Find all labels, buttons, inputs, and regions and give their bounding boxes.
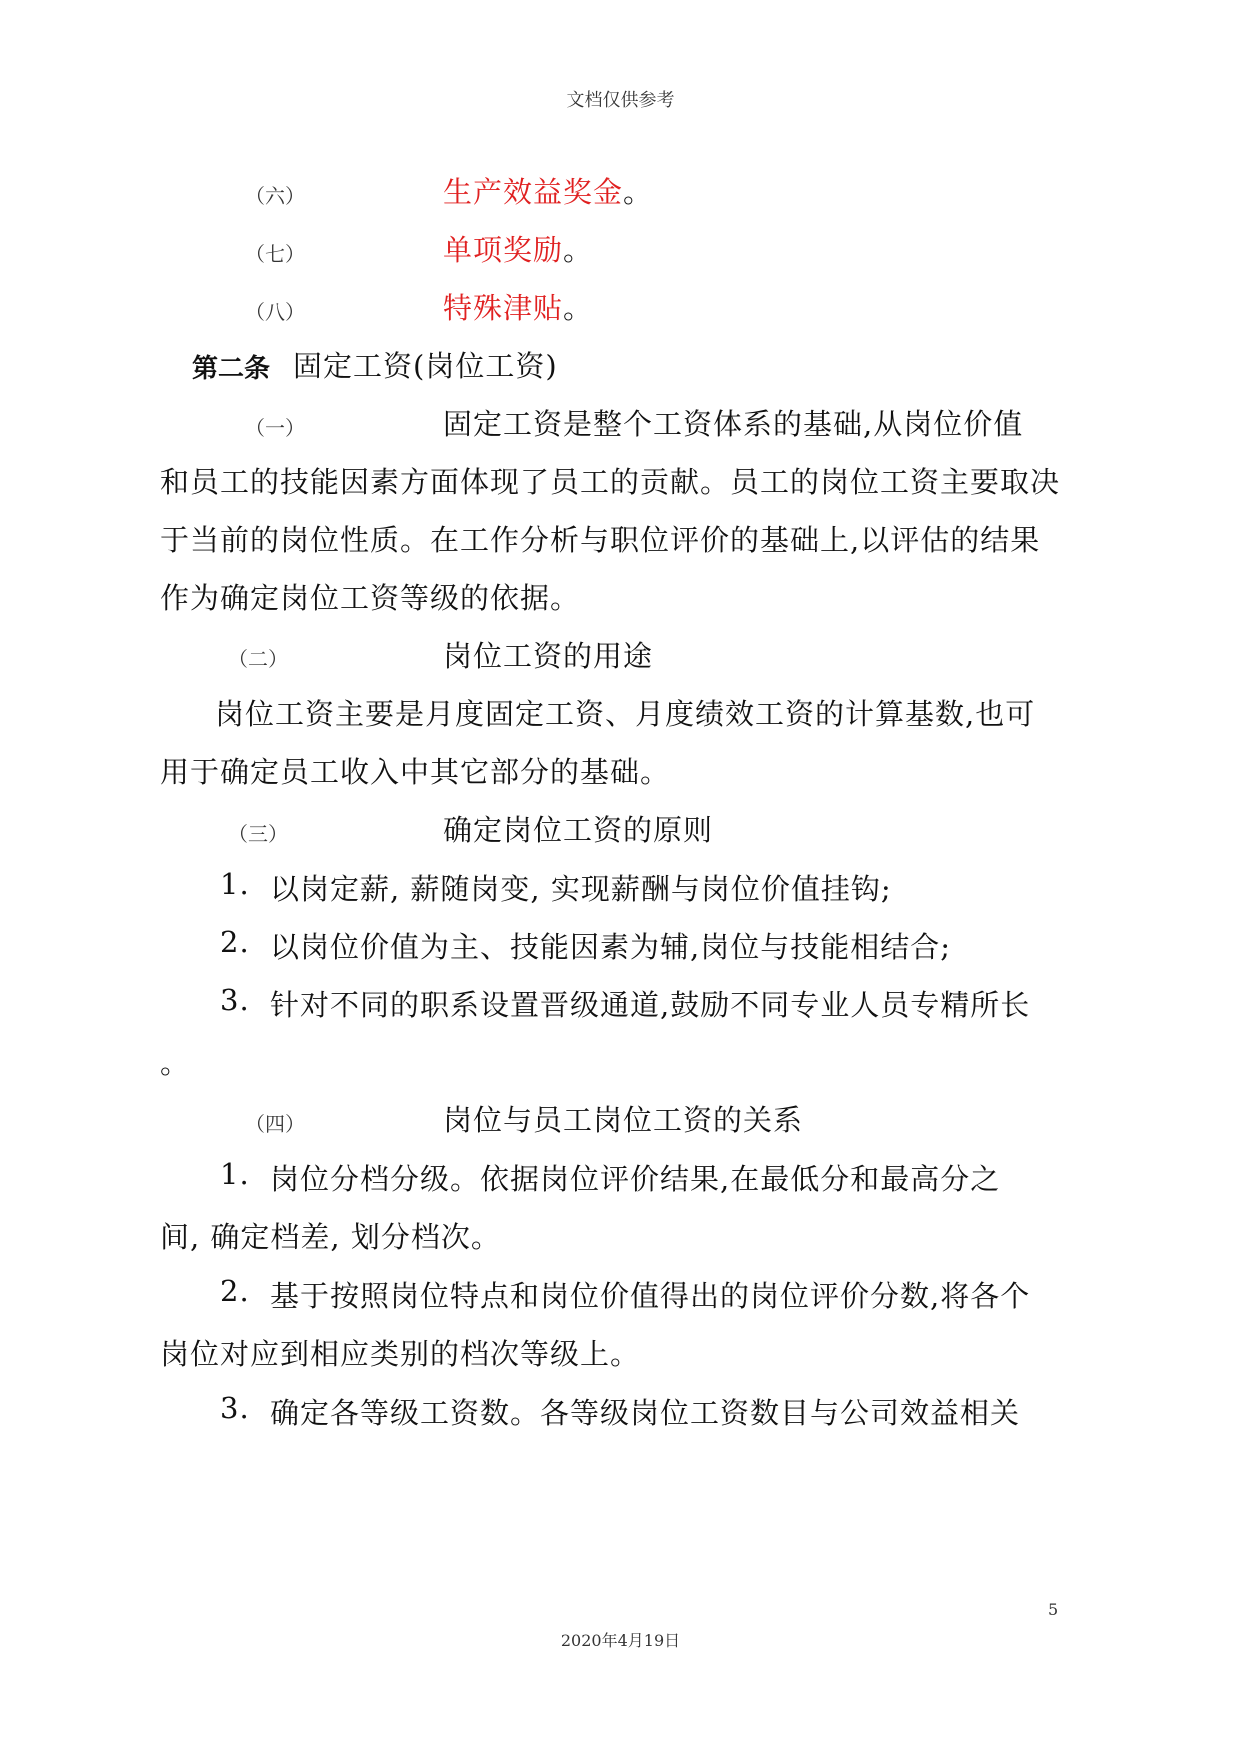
section2-line-2: 用于确定员工收入中其它部分的基础。 — [160, 755, 671, 789]
page-number: 5 — [1048, 1600, 1059, 1619]
section1-line-2: 于当前的岗位性质。在工作分析与职位评价的基础上,以评估的结果 — [160, 523, 1041, 557]
list-item-7-label: （七） — [245, 242, 305, 266]
article-title: 固定工资(岗位工资) — [293, 349, 558, 383]
list-item-6-punct: 。 — [623, 175, 654, 209]
list-item-7-punct: 。 — [563, 233, 594, 267]
section4-item-3-num: 3. — [220, 1391, 250, 1425]
section2-line-1: 岗位工资主要是月度固定工资、月度绩效工资的计算基数,也可 — [215, 697, 1036, 731]
section4-heading: 岗位与员工岗位工资的关系 — [443, 1103, 804, 1137]
section4-item-2-line-1: 基于按照岗位特点和岗位价值得出的岗位评价分数,将各个 — [270, 1279, 1031, 1313]
section3-item-2-num: 2. — [220, 925, 250, 959]
section3-label: （三） — [228, 822, 288, 846]
list-item-8-label: （八） — [245, 300, 305, 324]
section4-label: （四） — [245, 1112, 305, 1136]
section2-heading: 岗位工资的用途 — [443, 639, 654, 673]
list-item-8 — [443, 286, 593, 327]
list-item-6-label: （六） — [245, 184, 305, 208]
list-item-8-punct: 。 — [563, 291, 594, 325]
section3-item-3-text: 针对不同的职系设置晋级通道,鼓励不同专业人员专精所长 — [270, 988, 1031, 1022]
footer-date: 2020年4月19日 — [560, 1631, 681, 1650]
section1-heading: 固定工资是整个工资体系的基础,从岗位价值 — [443, 407, 1024, 441]
list-item-6-text: 生产效益奖金 — [443, 175, 624, 209]
section2-label: （二） — [228, 647, 288, 671]
section1-line-1: 和员工的技能因素方面体现了员工的贡献。员工的岗位工资主要取决 — [160, 465, 1061, 499]
section4-item-1-line-1: 岗位分档分级。依据岗位评价结果,在最低分和最高分之 — [270, 1162, 1001, 1196]
section3-item-1-text: 以岗定薪, 薪随岗变, 实现薪酬与岗位价值挂钩; — [270, 872, 892, 906]
page-header: 文档仅供参考 — [566, 90, 675, 111]
section4-item-3-line-1: 确定各等级工资数。各等级岗位工资数目与公司效益相关 — [270, 1396, 1021, 1430]
section3-item-3-num: 3. — [220, 983, 250, 1017]
list-item-7 — [443, 228, 593, 269]
list-item-7-text: 单项奖励 — [443, 233, 564, 267]
section3-item-1-num: 1. — [220, 867, 250, 901]
section4-item-2-num: 2. — [220, 1274, 250, 1308]
section4-item-1-line-2: 间, 确定档差, 划分档次。 — [160, 1220, 501, 1254]
section4-item-1-num: 1. — [220, 1157, 250, 1191]
article-label: 第二条 — [192, 354, 271, 384]
section4-item-2-line-2: 岗位对应到相应类别的档次等级上。 — [160, 1337, 641, 1371]
section3-item-2-text: 以岗位价值为主、技能因素为辅,岗位与技能相结合; — [270, 930, 951, 964]
list-item-6 — [443, 170, 653, 211]
list-item-8-text: 特殊津贴 — [443, 291, 564, 325]
section3-heading: 确定岗位工资的原则 — [443, 813, 714, 847]
section3-tail: 。 — [160, 1046, 191, 1080]
section1-label: （一） — [245, 416, 305, 440]
section1-line-3: 作为确定岗位工资等级的依据。 — [160, 581, 581, 615]
